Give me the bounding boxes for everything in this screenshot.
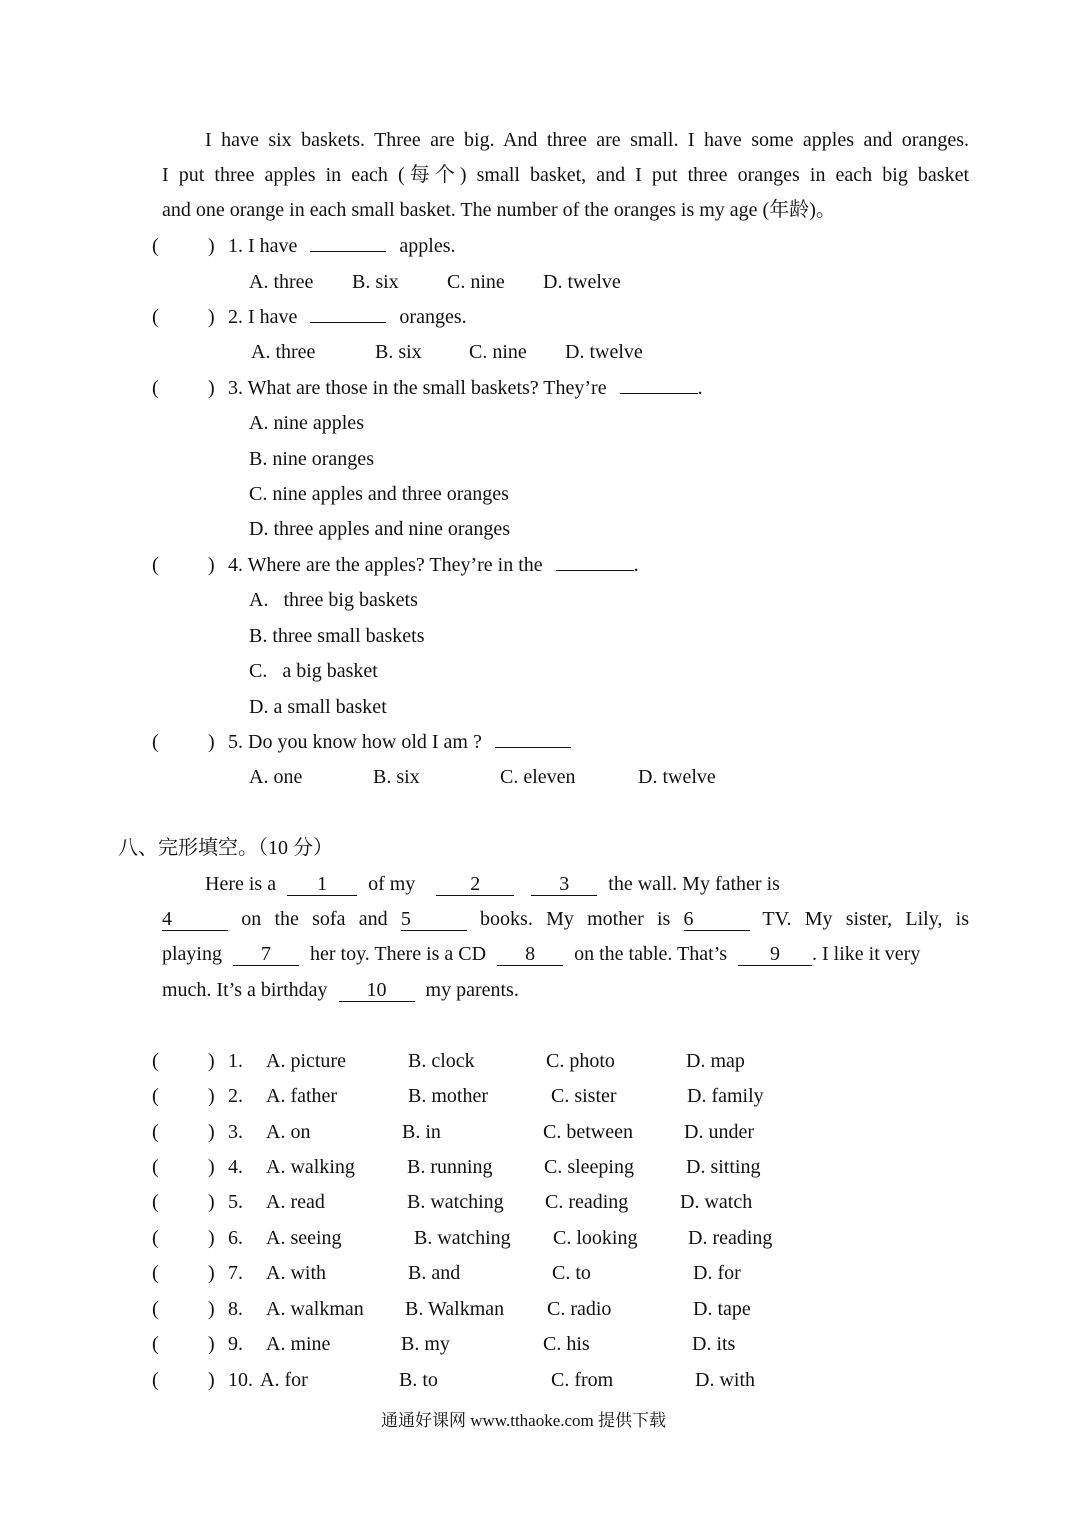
option-b: B. mother [408, 1085, 488, 1107]
option-c: C. between [543, 1121, 633, 1143]
cloze-item-number: 10. [228, 1369, 253, 1391]
option-c: C. his [543, 1333, 590, 1355]
option-d: D. three apples and nine oranges [249, 518, 511, 540]
option-c: C. nine [469, 341, 527, 363]
cloze-passage-line-1 [205, 872, 780, 896]
answer-paren-close: ) [208, 731, 215, 753]
cloze-item-number: 3. [228, 1121, 243, 1143]
option-d: D. for [693, 1262, 741, 1284]
question-5 [228, 730, 571, 754]
cloze-passage-line-4 [162, 978, 519, 1002]
answer-paren-close: ) [208, 377, 215, 399]
cloze-item-number: 5. [228, 1191, 243, 1213]
option-d: D. watch [680, 1191, 753, 1213]
option-a: A. walkman [266, 1298, 364, 1320]
option-c: C. radio [547, 1298, 612, 1320]
answer-blank [556, 570, 634, 571]
option-a: A. picture [266, 1050, 346, 1072]
option-b: B. my [401, 1333, 450, 1355]
cloze-text: of my [368, 873, 416, 895]
option-a: A. father [266, 1085, 338, 1107]
option-d: D. tape [693, 1298, 751, 1320]
cloze-text: on the table. That’s [574, 943, 728, 965]
option-a: A. three [251, 341, 316, 363]
option-b: B. and [408, 1262, 461, 1284]
option-d: D. twelve [565, 341, 643, 363]
option-d: D. reading [688, 1227, 773, 1249]
cloze-blank-8: 8 [497, 943, 563, 966]
answer-paren-close: ) [208, 1121, 215, 1143]
option-b: B. clock [408, 1050, 475, 1072]
option-d: D. map [686, 1050, 745, 1072]
answer-paren-close: ) [208, 306, 215, 328]
option-c: C. a big basket [249, 660, 378, 682]
question-2 [228, 305, 467, 329]
question-text-end: . [633, 554, 639, 576]
answer-paren-close: ) [208, 1156, 215, 1178]
option-b: B. to [399, 1369, 438, 1391]
answer-paren-close: ) [208, 1333, 215, 1355]
option-a: A. walking [266, 1156, 355, 1178]
answer-paren-open: ( [152, 1156, 159, 1178]
question-text: 1. I have [228, 235, 298, 257]
option-d: D. sitting [686, 1156, 761, 1178]
answer-paren-open: ( [152, 1050, 159, 1072]
option-b: B. in [402, 1121, 441, 1143]
cloze-text: on the sofa and [241, 908, 388, 930]
answer-paren-close: ) [208, 1369, 215, 1391]
option-d: D. its [692, 1333, 736, 1355]
section-heading-cloze: 八、完形填空。（10 分） [118, 837, 333, 859]
cloze-item-number: 2. [228, 1085, 243, 1107]
cloze-item-number: 8. [228, 1298, 243, 1320]
option-c: C. reading [545, 1191, 629, 1213]
cloze-text: . I like it very [812, 943, 921, 965]
answer-paren-close: ) [208, 235, 215, 257]
option-b: B. six [375, 341, 422, 363]
option-a: A. seeing [266, 1227, 342, 1249]
cloze-blank-1: 1 [287, 873, 357, 896]
answer-paren-open: ( [152, 731, 159, 753]
cloze-item-number: 6. [228, 1227, 243, 1249]
answer-paren-close: ) [208, 1085, 215, 1107]
cloze-text: much. It’s a birthday [162, 979, 328, 1001]
cloze-text: my parents. [425, 979, 519, 1001]
cloze-blank-9: 9 [738, 943, 812, 966]
question-text-end: oranges. [399, 306, 467, 328]
answer-paren-open: ( [152, 1333, 159, 1355]
answer-paren-open: ( [152, 554, 159, 576]
question-1 [228, 234, 456, 258]
answer-paren-close: ) [208, 1227, 215, 1249]
option-a: A. three big baskets [249, 589, 418, 611]
answer-paren-open: ( [152, 235, 159, 257]
answer-paren-close: ) [208, 554, 215, 576]
option-d: D. with [695, 1369, 755, 1391]
option-a: A. for [260, 1369, 308, 1391]
option-c: C. nine apples and three oranges [249, 483, 509, 505]
cloze-blank-10: 10 [339, 979, 415, 1002]
cloze-passage-line-3 [162, 942, 920, 966]
answer-paren-close: ) [208, 1298, 215, 1320]
answer-paren-open: ( [152, 1369, 159, 1391]
option-b: B. six [373, 766, 420, 788]
cloze-item-number: 9. [228, 1333, 243, 1355]
question-text: 2. I have [228, 306, 298, 328]
option-d: D. twelve [638, 766, 716, 788]
option-c: C. looking [553, 1227, 638, 1249]
answer-blank [310, 251, 386, 252]
answer-paren-open: ( [152, 1085, 159, 1107]
cloze-text: her toy. There is a CD [310, 943, 487, 965]
option-c: C. eleven [500, 766, 576, 788]
option-c: C. sleeping [544, 1156, 634, 1178]
cloze-text: books. My mother is [480, 908, 671, 930]
option-a: A. one [249, 766, 303, 788]
reading-passage-line-1: I have six baskets. Three are big. And three are small. I have some apples and oranges. [205, 129, 969, 151]
option-c: C. nine [447, 271, 505, 293]
question-text: 4. Where are the apples? They’re in the [228, 554, 543, 576]
option-d: D. under [684, 1121, 754, 1143]
answer-paren-open: ( [152, 1298, 159, 1320]
reading-passage-line-3: and one orange in each small basket. The number of the oranges is my age (年龄)。 [162, 199, 836, 221]
answer-paren-close: ) [208, 1050, 215, 1072]
answer-paren-open: ( [152, 306, 159, 328]
option-d: D. family [687, 1085, 764, 1107]
question-text: 3. What are those in the small baskets? They’re [228, 377, 607, 399]
option-b: B. watching [414, 1227, 511, 1249]
cloze-item-number: 7. [228, 1262, 243, 1284]
question-text: 5. Do you know how old I am ? [228, 731, 482, 753]
question-3 [228, 376, 703, 400]
answer-paren-open: ( [152, 1121, 159, 1143]
cloze-blank-7: 7 [233, 943, 299, 966]
option-a: A. nine apples [249, 412, 364, 434]
option-b: B. six [352, 271, 399, 293]
page-footer: 通通好课网 www.tthaoke.com 提供下载 [381, 1411, 667, 1430]
question-4 [228, 553, 639, 577]
cloze-text: the wall. My father is [608, 873, 780, 895]
option-c: C. photo [546, 1050, 615, 1072]
option-a: A. with [266, 1262, 326, 1284]
option-c: C. from [551, 1369, 614, 1391]
option-a: A. three [249, 271, 314, 293]
cloze-passage-line-2 [162, 907, 969, 931]
question-text-end: apples. [399, 235, 456, 257]
cloze-text: TV. My sister, Lily, is [762, 908, 970, 930]
cloze-item-number: 1. [228, 1050, 243, 1072]
reading-passage-line-2: I put three apples in each (每个) small basket, and I put three oranges in each big basket [162, 164, 969, 186]
option-d: D. twelve [543, 271, 621, 293]
answer-paren-close: ) [208, 1191, 215, 1213]
cloze-blank-6: 6 [684, 908, 750, 931]
cloze-item-number: 4. [228, 1156, 243, 1178]
answer-paren-open: ( [152, 1191, 159, 1213]
cloze-text: Here is a [205, 873, 277, 895]
answer-blank [620, 393, 698, 394]
answer-blank [310, 322, 386, 323]
option-b: B. Walkman [405, 1298, 505, 1320]
option-b: B. running [407, 1156, 493, 1178]
answer-blank [495, 747, 571, 748]
option-a: A. mine [266, 1333, 331, 1355]
cloze-text: playing [162, 943, 222, 965]
option-c: C. sister [551, 1085, 617, 1107]
option-d: D. a small basket [249, 696, 387, 718]
answer-paren-open: ( [152, 377, 159, 399]
cloze-blank-3: 3 [531, 873, 597, 896]
option-b: B. watching [407, 1191, 504, 1213]
cloze-blank-4: 4 [162, 908, 228, 931]
question-text-end: . [697, 377, 703, 399]
option-b: B. nine oranges [249, 448, 374, 470]
answer-paren-open: ( [152, 1227, 159, 1249]
cloze-blank-5: 5 [401, 908, 467, 931]
option-c: C. to [552, 1262, 591, 1284]
cloze-blank-2: 2 [436, 873, 514, 896]
answer-paren-close: ) [208, 1262, 215, 1284]
option-b: B. three small baskets [249, 625, 425, 647]
option-a: A. on [266, 1121, 311, 1143]
option-a: A. read [266, 1191, 325, 1213]
answer-paren-open: ( [152, 1262, 159, 1284]
